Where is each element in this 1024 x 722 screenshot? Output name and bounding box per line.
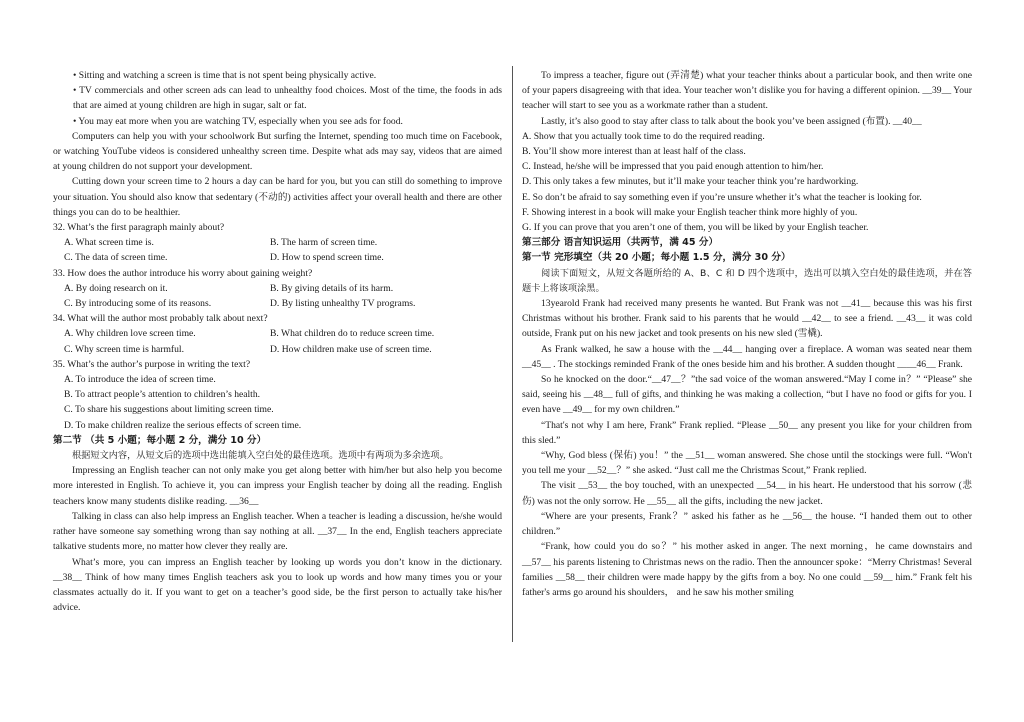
question-34: 34. What will the author most probably talk about next? <box>53 313 268 325</box>
option-d: D. To make children realize the serious effects of screen time. <box>64 419 302 431</box>
paragraph: “Where are your presents, Frank？” asked his father as he __56__ the house. “I handed them out to other children.” <box>522 510 972 538</box>
paragraph: “Frank, how could you do so？” his mother asked in anger. The next morning，he came downstairs and __57__ his parents listening to Christmas news on the radio. Then the announcer spoke：“Merry Christmas! Several families __58__ their children were made happy by the gifts from a boy. No one could __59__ him.” Frank felt his father's arms go around his shoulders， and he saw his mother smiling <box>522 541 972 598</box>
options-row <box>53 326 502 341</box>
option-a: A. Show that you actually took time to do the required reading. <box>522 130 765 142</box>
question-35: 35. What’s the author’s purpose in writing the text? <box>53 358 251 370</box>
bullet-1: • Sitting and watching a screen is time that is not spent being physically active. <box>73 70 377 81</box>
question-33: 33. How does the author introduce his worry about gaining weight? <box>53 267 313 279</box>
column-divider <box>512 66 513 642</box>
option-d: D. How children make use of screen time. <box>270 343 432 355</box>
option-c: C. Instead, he/she will be impressed that you paid enough attention to him/her. <box>522 161 824 173</box>
options-row <box>53 342 502 357</box>
option-c: C. By introducing some of its reasons. <box>64 298 212 310</box>
left-column <box>53 68 502 615</box>
option-b: B. You’ll show more interest than at least half of the class. <box>522 146 746 158</box>
paragraph: 13yearold Frank had received many presents he wanted. But Frank was not __41__ because this was his first Christmas without his brother. Frank said to his parents that he would __42__ to see a friend. __43__ it was cold outside, Frank put on his new jacket and took presents on his new sled (雪橇). <box>522 298 972 340</box>
option-c: C. The data of screen time. <box>64 252 168 264</box>
paragraph: The visit __53__ the boy touched, with an unexpected __54__ in his heart. He understood that his sorrow (悲伤) was not the only sorrow. He __55__ all the gifts, including the new jacket. <box>522 480 972 507</box>
paragraph: As Frank walked, he saw a house with the __44__ hanging over a fireplace. A woman was seated near them __45__ . The stockings reminded Frank of the ones beside him and his brother. A sudden thought ____46__ Frank. <box>522 343 972 370</box>
options-row <box>53 296 502 311</box>
paragraph: Lastly, it’s also good to stay after class to talk about the book you’ve been assigned (布置). __40__ <box>541 115 922 127</box>
right-column <box>522 68 972 600</box>
option-a: A. To introduce the idea of screen time. <box>64 374 216 386</box>
section-instructions: 阅读下面短文，从短文各题所给的 A、B、C 和 D 四个选项中，选出可以填入空白处的最佳选项，并在答题卡上将该项涂黑。 <box>522 267 972 294</box>
paragraph: To impress a teacher, figure out (弄清楚) what your teacher thinks about a particular book, and then write one of your papers disagreeing with that idea. Your teacher won’t dislike you for having a different opinion. __39__ Your teacher will start to see you as a workmate rather than a student. <box>522 70 972 112</box>
option-a: A. What screen time is. <box>64 237 154 249</box>
option-b: B. By giving details of its harm. <box>270 282 394 294</box>
options-row <box>53 281 502 296</box>
bullet-2: • TV commercials and other screen ads can lead to unhealthy food choices. Most of the time, the foods in ads that are aimed at young children are high in sugar, salt or fat. <box>73 85 502 112</box>
option-a: A. Why children love screen time. <box>64 328 196 340</box>
option-c: C. Why screen time is harmful. <box>64 343 184 355</box>
paragraph: So he knocked on the door.“__47__？”the sad voice of the woman answered.“May I come in？” “Please” she said, seeing his __48__ full of gifts, and thinking he was making a collection, “but I have no food or gifts for you. I even have __49__ for my own children.” <box>522 374 972 416</box>
option-c: C. To share his suggestions about limiting screen time. <box>64 404 274 416</box>
option-g: G. If you can prove that you aren’t one of them, you will be liked by your English teacher. <box>522 222 869 234</box>
option-d: D. This only takes a few minutes, but it’ll make your teacher think you’re hardworking. <box>522 176 859 188</box>
paragraph: Computers can help you with your schoolwork But surfing the Internet, spending too much time on Facebook, or watching YouTube videos is considered unhealthy screen time. Despite what ads may say, videos that are aimed at young children do not support your development. <box>53 130 502 173</box>
paragraph: What’s more, you can impress an English teacher by looking up words you don’t know in the dictionary. __38__ Think of how many times English teachers ask you to look up words and how many times you or your classmates actually do it. If you want to get on a teacher’s good side, be the first person to actually take his/her advice. <box>53 556 502 614</box>
option-d: D. How to spend screen time. <box>270 252 384 264</box>
options-row <box>53 235 502 250</box>
option-a: A. By doing research on it. <box>64 282 168 294</box>
question-32: 32. What’s the first paragraph mainly about? <box>53 222 225 234</box>
bullet-3: • You may eat more when you are watching TV, especially when you see ads for food. <box>73 115 403 127</box>
option-b: B. To attract people’s attention to children’s health. <box>64 389 261 401</box>
paragraph: Talking in class can also help impress an English teacher. When a teacher is leading a discussion, he/she would rather have someone say something wrong than say nothing at all. __37__ In the end, English teachers appreciate talkative students more, no matter how clever they really are. <box>53 510 502 553</box>
section-instructions: 根据短文内容，从短文后的选项中选出能填入空白处的最佳选项。选项中有两项为多余选项。 <box>72 450 449 462</box>
paragraph: “Why, God bless (保佑) you！” the __51__ woman answered. She chose until the stockings were full. “Won't you tell me your __52__？” she asked. “Just call me the Christmas Scout,” Frank replied. <box>522 450 972 477</box>
option-e: E. So don’t be afraid to say something even if you’re unsure whether it’s what the teacher is looking for. <box>522 191 922 203</box>
part-heading: 第三部分 语言知识运用（共两节，满 45 分） <box>522 237 719 249</box>
paragraph: Cutting down your screen time to 2 hours a day can be hard for you, but you can still do something to improve your situation. You should also know that sedentary (不动的) activities affect your overall health and there are other things you can do to be healthier. <box>53 176 502 218</box>
paragraph: Impressing an English teacher can not only make you get along better with him/her but also help you become more interested in English. To achieve it, you can impress your English teacher by doing all the reading. English teachers know many students dislike reading. __36__ <box>53 465 502 507</box>
section-heading: 第一节 完形填空（共 20 小题；每小题 1.5 分，满分 30 分） <box>522 252 791 264</box>
option-d: D. By listing unhealthy TV programs. <box>270 298 416 310</box>
option-b: B. What children do to reduce screen time. <box>270 328 435 340</box>
option-f: F. Showing interest in a book will make your English teacher think more highly of you. <box>522 206 858 218</box>
options-row <box>53 250 502 265</box>
option-b: B. The harm of screen time. <box>270 237 378 249</box>
paragraph: “That's not why I am here, Frank” Frank replied. “Please __50__ any present you like for your children from this sled.” <box>522 419 972 446</box>
section-heading: 第二节 （共 5 小题；每小题 2 分，满分 10 分） <box>53 434 267 446</box>
